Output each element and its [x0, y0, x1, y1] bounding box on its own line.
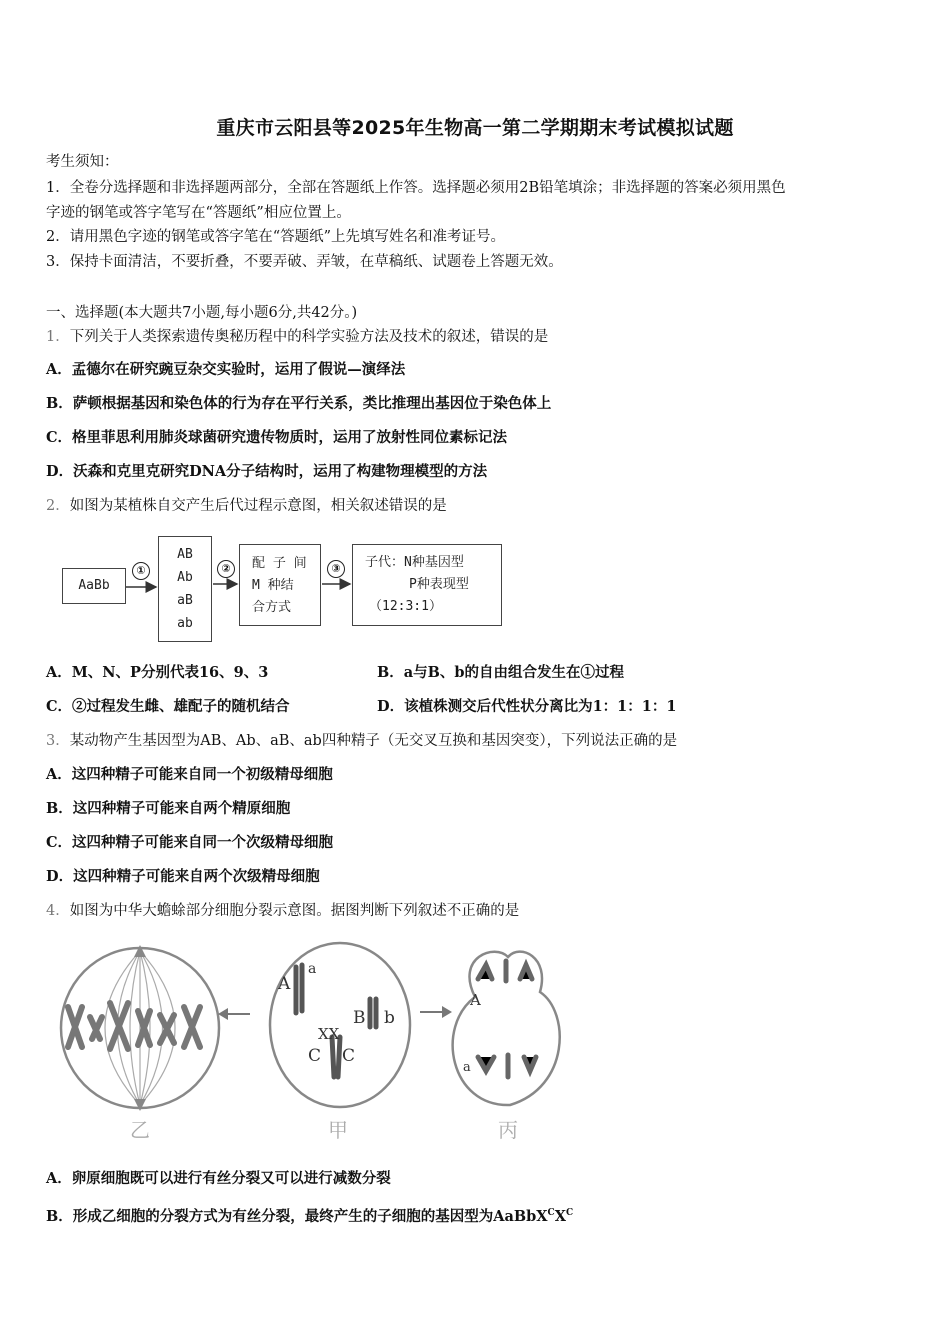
gametes-box — [158, 536, 212, 642]
question-2-stem — [46, 497, 447, 515]
offspring-line: P种表现型 — [409, 577, 469, 592]
q2-option-b: B．a与B、b的自由组合发生在①过程 — [377, 664, 625, 681]
label-C-right: C — [342, 1046, 356, 1066]
notice-item: 3．保持卡面清洁，不要折叠，不要弄破、弄皱，在草稿纸、试题卷上答题无效。 — [46, 254, 563, 270]
step-2-marker: ② — [217, 560, 235, 578]
q2-option-d: D．该植株测交后代性状分离比为1：1：1：1 — [377, 698, 677, 715]
q3-option-a: A．这四种精子可能来自同一个初级精母细胞 — [46, 766, 333, 783]
page-title: 重庆市云阳县等2025年生物高一第二学期期末考试模拟试题 — [216, 117, 734, 139]
q4-option-b-text: B．形成乙细胞的分裂方式为有丝分裂，最终产生的子细胞的基因型为AaBbX — [46, 1208, 548, 1225]
q1-option-d: D．沃森和克里克研究DNA分子结构时，运用了构建物理模型的方法 — [46, 463, 488, 480]
offspring-line: 子代：N种基因型 — [365, 555, 464, 570]
gamete: aB — [177, 593, 193, 608]
q2-option-a: A．M、N、P分别代表16、9、3 — [46, 664, 269, 681]
question-text: 如图为某植株自交产生后代过程示意图，相关叙述错误的是 — [69, 498, 447, 514]
combination-line: M 种结 — [252, 578, 294, 593]
label-a: a — [308, 961, 317, 977]
parent-genotype: AaBb — [78, 578, 110, 593]
label-C-left: C — [308, 1046, 322, 1066]
offspring-ratio: （12:3:1） — [369, 599, 442, 614]
question-number: 1． — [46, 329, 70, 345]
question-text: 如图为中华大蟾蜍部分细胞分裂示意图。据图判断下列叙述不正确的是 — [69, 903, 520, 919]
superscript: C — [547, 1208, 555, 1218]
combination-line: 配 子 间 — [252, 556, 307, 571]
label-a-bing: a — [463, 1060, 471, 1075]
step-3-marker: ③ — [327, 560, 345, 578]
bing-chromosomes — [478, 961, 536, 1077]
question-1-stem — [46, 328, 548, 346]
label-A-bing: A — [470, 991, 481, 1009]
gamete: ab — [177, 616, 193, 631]
q2-option-c: C．②过程发生雌、雄配子的随机结合 — [46, 698, 290, 715]
notice-item: 字迹的钢笔或答字笔写在“答题纸”相应位置上。 — [46, 205, 351, 221]
q3-option-c: C．这四种精子可能来自同一个次级精母细胞 — [46, 834, 334, 851]
question-4-stem — [46, 902, 519, 920]
notice-item: 2．请用黑色字迹的钢笔或答字笔在“答题纸”上先填写姓名和准考证号。 — [46, 229, 506, 245]
breeding-flow-diagram — [60, 532, 510, 650]
q3-option-d: D．这四种精子可能来自两个次级精母细胞 — [46, 868, 320, 885]
question-number: 2． — [46, 498, 70, 514]
combination-line: 合方式 — [252, 600, 292, 615]
option-b-x: X — [554, 1208, 566, 1225]
question-number: 4． — [46, 903, 70, 919]
question-text: 某动物产生基因型为AB、Ab、aB、ab四种精子（无交叉互换和基因突变），下列说法正确的是 — [69, 733, 678, 749]
label-B: B — [353, 1008, 366, 1028]
gamete: Ab — [177, 570, 193, 585]
notice-item: 1．全卷分选择题和非选择题两部分，全部在答题纸上作答。选择题必须用2B铅笔填涂；非选择题的答案必须用黑色 — [46, 180, 786, 196]
q1-option-b: B．萨顿根据基因和染色体的行为存在平行关系，类比推理出基因位于染色体上 — [46, 395, 552, 412]
gamete: AB — [177, 547, 193, 562]
q1-option-c: C．格里菲思利用肺炎球菌研究遗传物质时，运用了放射性同位素标记法 — [46, 429, 508, 446]
caption-yi: 乙 — [130, 1118, 150, 1142]
label-A: A — [278, 974, 291, 994]
notice-heading: 考生须知： — [46, 154, 119, 170]
q4-option-b — [46, 1204, 573, 1226]
question-3-stem — [46, 732, 677, 750]
q4-option-a: A．卵原细胞既可以进行有丝分裂又可以进行减数分裂 — [46, 1170, 391, 1187]
superscript: C — [565, 1208, 574, 1218]
q1-option-a: A．孟德尔在研究豌豆杂交实验时，运用了假说—演绎法 — [46, 361, 406, 378]
offspring-box — [352, 544, 502, 626]
q3-option-b: B．这四种精子可能来自两个精原细胞 — [46, 800, 291, 817]
question-number: 3． — [46, 733, 70, 749]
section-heading: 一、选择题(本大题共7小题,每小题6分,共42分。) — [46, 305, 358, 321]
question-text: 下列关于人类探索遗传奥秘历程中的科学实验方法及技术的叙述，错误的是 — [69, 329, 549, 345]
yi-chromosomes — [68, 1003, 200, 1049]
caption-jia: 甲 — [328, 1118, 348, 1142]
cell-division-figure — [50, 937, 590, 1142]
combination-box — [239, 544, 321, 626]
label-b: b — [384, 1008, 395, 1028]
parent-genotype-box — [62, 568, 126, 604]
label-XX: XX — [318, 1025, 340, 1043]
caption-bing: 丙 — [498, 1118, 518, 1142]
step-1-marker: ① — [132, 562, 150, 580]
